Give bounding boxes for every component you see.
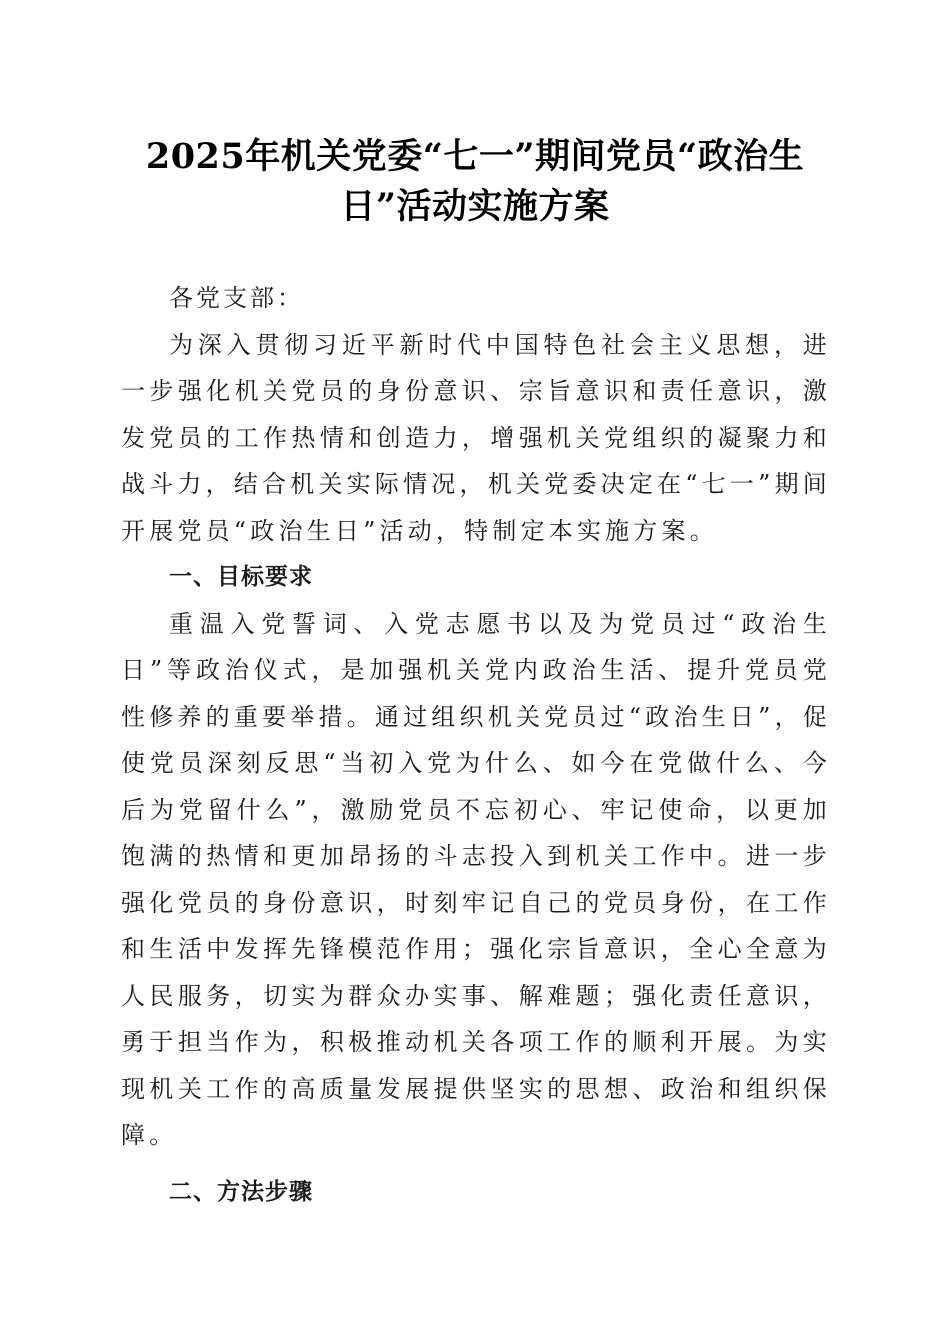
document-body [121,275,831,1215]
goals-paragraph: 重温入党誓词、入党志愿书以及为党员过“政治生日”等政治仪式，是加强机关党内政治生活、提升党员党性修养的重要举措。通过组织机关党员过“政治生日”，促使党员深刻反思“当初入党为什么、如今在党做什么、今后为党留什么”，激励党员不忘初心、牢记使命，以更加饱满的热情和更加昂扬的斗志投入到机关工作中。进一步强化党员的身份意识，时刻牢记自己的党员身份，在工作和生活中发挥先锋模范作用；强化宗旨意识，全心全意为人民服务，切实为群众办实事、解难题；强化责任意识，勇于担当作为，积极推动机关各项工作的顺利开展。为实现机关工作的高质量发展提供坚实的思想、政治和组织保障。 [121,609,831,1149]
intro-paragraph: 为深入贯彻习近平新时代中国特色社会主义思想，进一步强化机关党员的身份意识、宗旨意识和责任意识，激发党员的工作热情和创造力，增强机关党组织的凝聚力和战斗力，结合机关实际情况，机关党委决定在“七一”期间开展党员“政治生日”活动，特制定本实施方案。 [121,330,831,545]
section-heading-methods: 二、方法步骤 [169,1178,313,1205]
document-title: 2025年机关党委“七一”期间党员“政治生日”活动实施方案 [145,136,805,227]
salutation: 各党支部： [169,284,304,312]
section-heading-goals: 一、目标要求 [169,564,313,590]
